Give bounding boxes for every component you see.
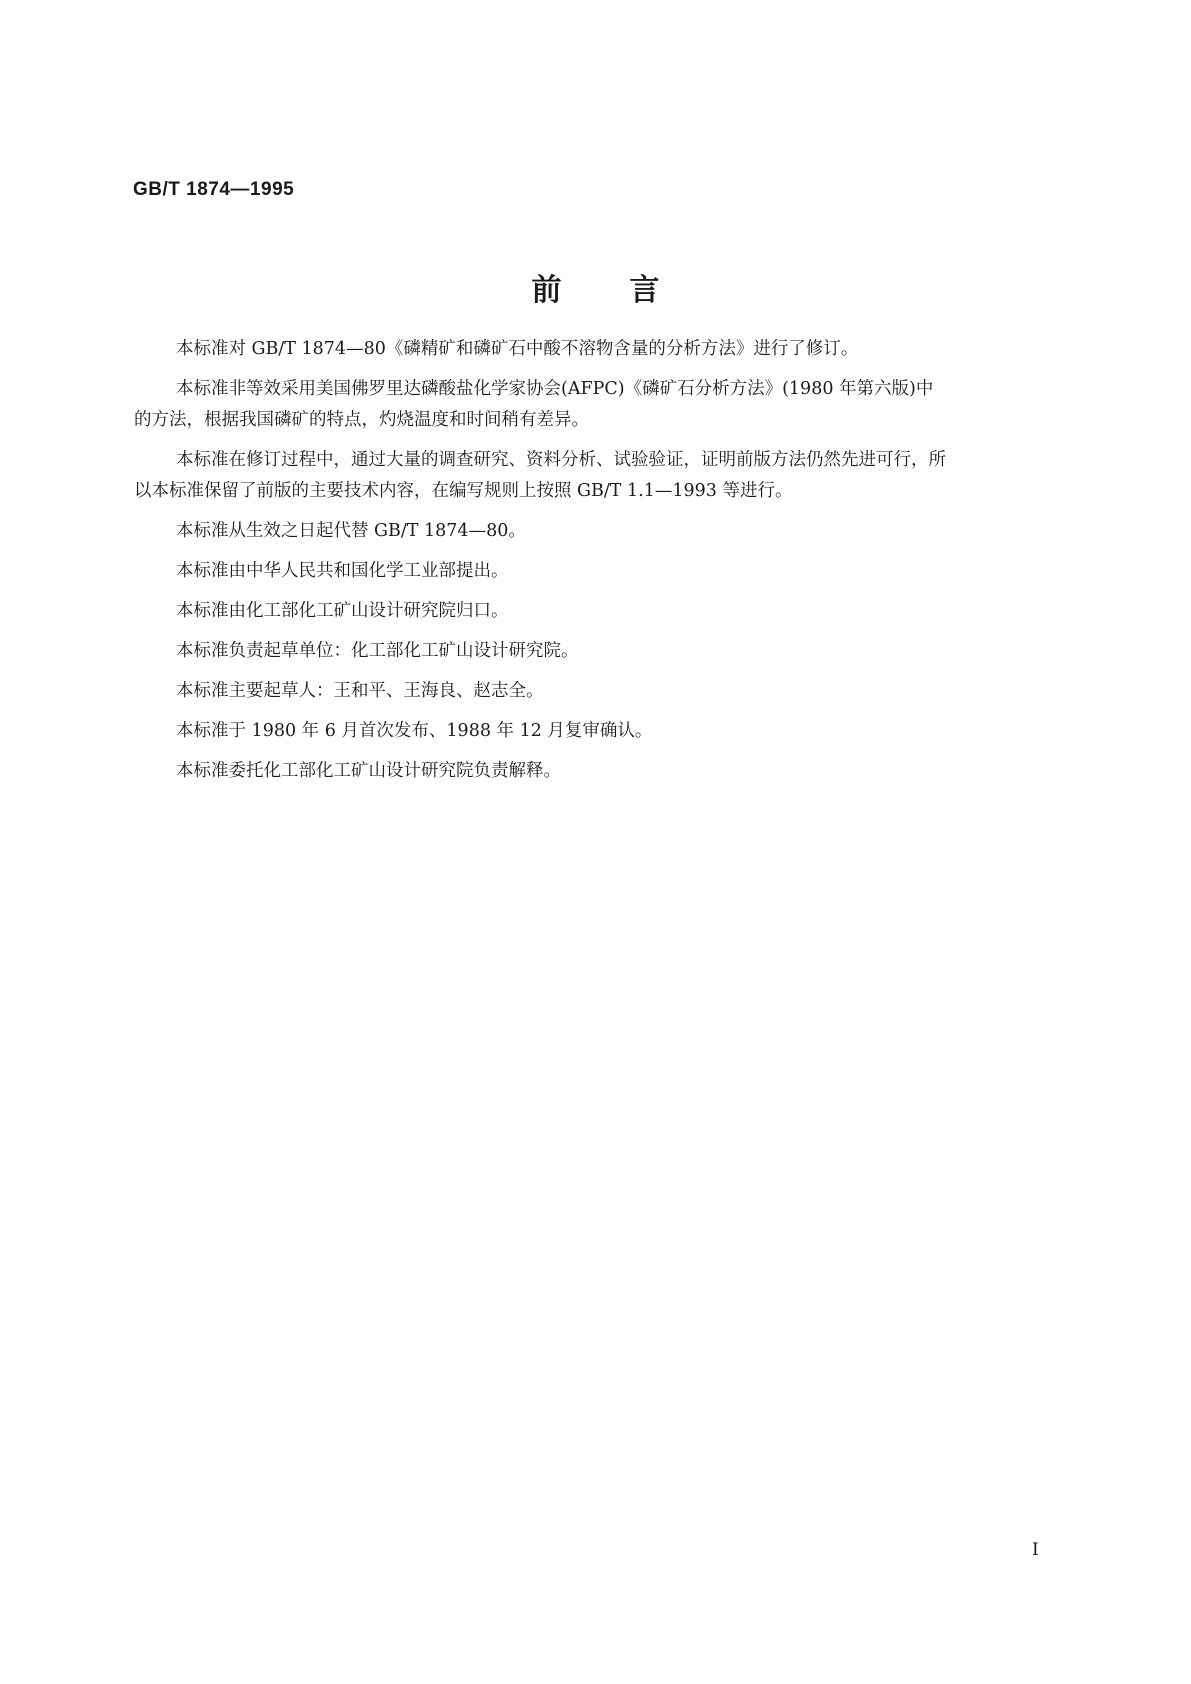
paragraph-line: 的方法，根据我国磷矿的特点，灼烧温度和时间稍有差异。 <box>134 410 589 430</box>
paragraph-proposer <box>176 556 1066 587</box>
standard-code: GB/T 1874—1995 <box>133 179 295 200</box>
paragraph-line: 本标准对 GB/T 1874—80《磷精矿和磷矿石中酸不溶物含量的分析方法》进行了修订。 <box>176 339 859 359</box>
paragraph-drafters <box>176 676 1066 707</box>
foreword-body <box>134 334 1066 796</box>
page-title: 前言 <box>531 273 728 308</box>
paragraph-revision <box>176 334 1066 365</box>
page-number: I <box>1032 1540 1039 1560</box>
paragraph-line: 本标准委托化工部化工矿山设计研究院负责解释。 <box>176 761 561 781</box>
paragraph-centralized-unit <box>176 596 1066 627</box>
paragraph-publication-history <box>176 716 1066 747</box>
paragraph-revision-process <box>134 445 1066 507</box>
paragraph-line: 本标准从生效之日起代替 GB/T 1874—80。 <box>176 521 526 541</box>
paragraph-line: 以本标准保留了前版的主要技术内容，在编写规则上按照 GB/T 1.1—1993 等进行。 <box>134 481 793 501</box>
paragraph-replacement <box>176 516 1066 547</box>
paragraph-line: 本标准由中华人民共和国化学工业部提出。 <box>176 561 509 581</box>
paragraph-line: 本标准于 1980 年 6 月首次发布、1988 年 12 月复审确认。 <box>176 721 653 741</box>
paragraph-drafting-unit <box>176 636 1066 667</box>
paragraph-line: 本标准主要起草人：王和平、王海良、赵志全。 <box>176 681 544 701</box>
paragraph-line: 本标准由化工部化工矿山设计研究院归口。 <box>176 601 509 621</box>
paragraph-adoption <box>134 374 1066 436</box>
paragraph-line: 本标准非等效采用美国佛罗里达磷酸盐化学家协会(AFPC)《磷矿石分析方法》(1980 年第六版)中 <box>176 379 934 399</box>
paragraph-interpretation <box>176 756 1066 787</box>
paragraph-line: 本标准负责起草单位：化工部化工矿山设计研究院。 <box>176 641 579 661</box>
paragraph-line: 本标准在修订过程中，通过大量的调查研究、资料分析、试验验证，证明前版方法仍然先进可行，所 <box>176 450 946 470</box>
